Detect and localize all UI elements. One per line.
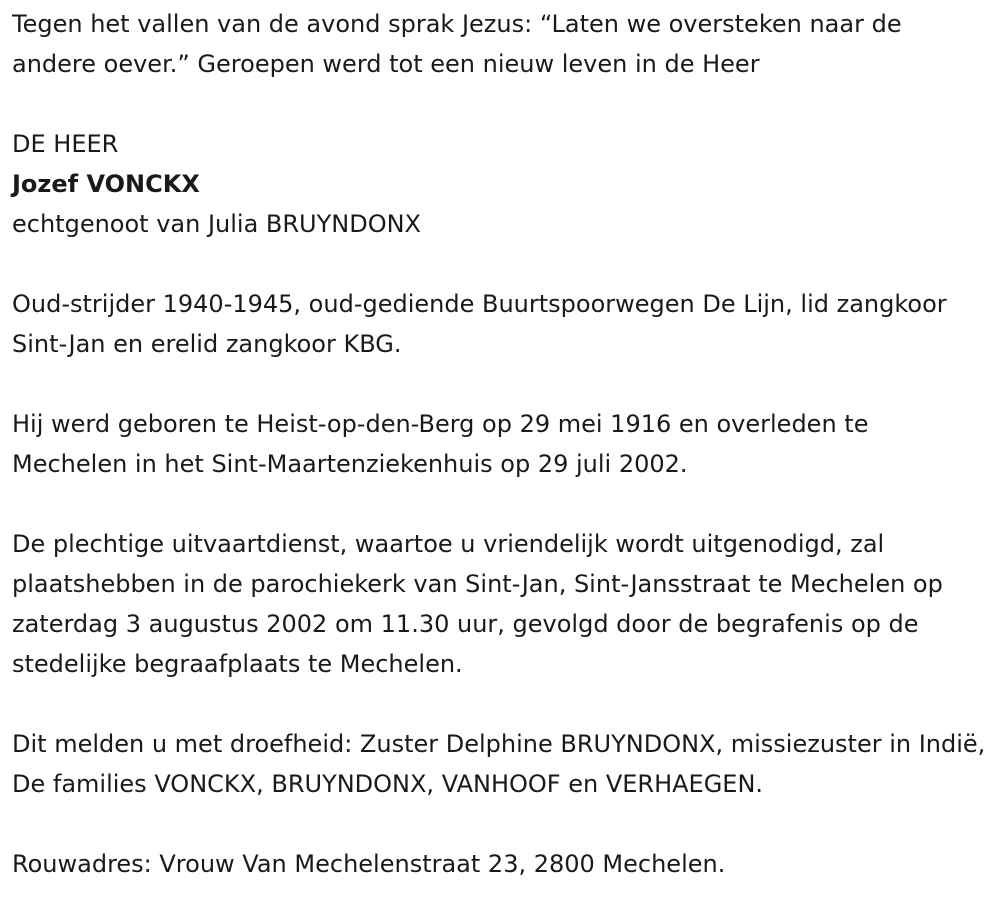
- mourners-paragraph: Dit melden u met droefheid: Zuster Delphine BRUYNDONX, missiezuster in Indië, De families VONCKX, BRUYNDONX, VANHOOF en VERHAEGEN.: [12, 730, 986, 798]
- spacer: [12, 684, 988, 724]
- intro-verse: Tegen het vallen van de avond sprak Jezus: “Laten we oversteken naar de andere oever.” Geroepen werd tot een nieuw leven in de Heer: [12, 10, 902, 78]
- spouse-line: echtgenoot van Julia BRUYNDONX: [12, 210, 421, 238]
- mourning-address: Rouwadres: Vrouw Van Mechelenstraat 23, 2800 Mechelen.: [12, 850, 726, 878]
- spacer: [12, 804, 988, 844]
- spacer: [12, 484, 988, 524]
- spacer: [12, 244, 988, 284]
- deceased-name: Jozef VONCKX: [12, 170, 200, 198]
- spacer: [12, 364, 988, 404]
- spacer: [12, 84, 988, 124]
- birth-death-paragraph: Hij werd geboren te Heist-op-den-Berg op 29 mei 1916 en overleden te Mechelen in het Sint-Maartenziekenhuis op 29 juli 2002.: [12, 410, 869, 478]
- funeral-service-paragraph: De plechtige uitvaartdienst, waartoe u vriendelijk wordt uitgenodigd, zal plaatshebben in de parochiekerk van Sint-Jan, Sint-Jansstraat te Mechelen op zaterdag 3 augustus 2002 om 11.30 uur, gevolgd door de begrafenis op de stedelijke begraafplaats te Mechelen.: [12, 530, 943, 678]
- roles-paragraph: Oud-strijder 1940-1945, oud-gediende Buurtspoorwegen De Lijn, lid zangkoor Sint-Jan en erelid zangkoor KBG.: [12, 290, 947, 358]
- honorific-title: DE HEER: [12, 130, 119, 158]
